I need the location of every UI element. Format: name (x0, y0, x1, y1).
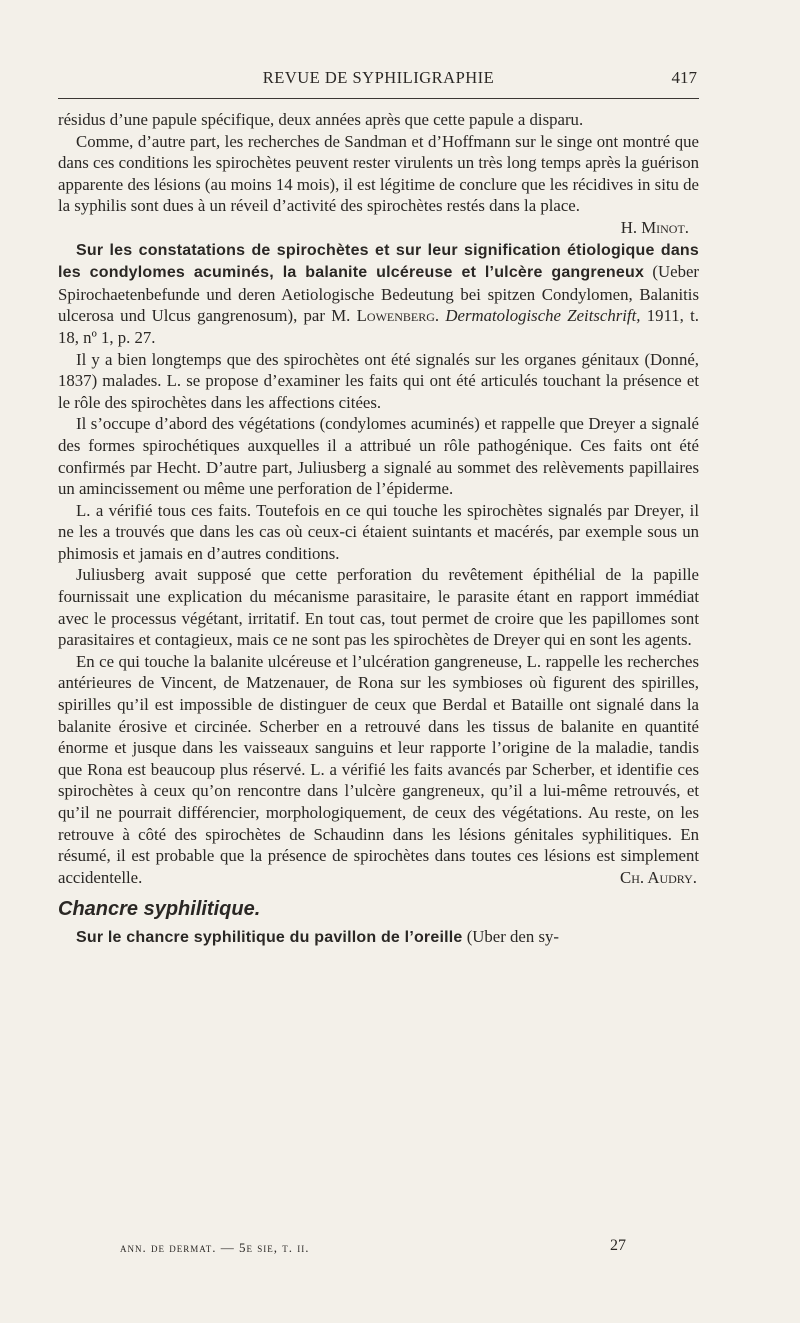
paragraph: Juliusberg avait supposé que cette perforation du revêtement épithélial de la papille fournissait une explication du mécanisme parasitaire, le parasite étant en rapport immédiat avec le processus végétant, irritatif. En tout cas, tout permet de croire que les papillomes sont parasitaires et contagieux, mais ce ne sont pas les spirochètes de Dreyer qui en sont les agents. (58, 565, 699, 650)
journal-title: REVUE DE SYPHILIGRAPHIE (262, 68, 495, 87)
signature-minot: H. Minot. (620, 217, 689, 237)
running-head (58, 60, 699, 98)
paragraph: L. a vérifié tous ces faits. Toutefois en ce qui touche les spirochètes signalés par Dreyer, il ne les a trouvés que dans les cas où ceux-ci étaient suintants et macérés, par exemple sous un phimosis et jamais en d’autres conditions. (58, 500, 699, 563)
article-title: Sur les constatations de spirochètes et sur leur signification étiologique dans les condylomes acuminés, la balanite ulcéreuse et l’ulcère gangreneux (58, 241, 699, 282)
paragraph: Comme, d’autre part, les recherches de Sandman et d’Hoffmann sur le singe ont montré que dans ces conditions les spirochètes peuvent rester virulents un très long temps après la guérison apparente des lésions (au moins 14 mois), il est légitime de conclure que les récidives in situ de la syphilis sont dues à un réveil d’activité des spirochètes restés dans la place. (58, 131, 699, 216)
paragraph: Il s’occupe d’abord des végétations (condylomes acuminés) et rappelle que Dreyer a signalé des formes spirochétiques auxquelles il a attribué un rôle pathogénique. Ces faits ont été confirmés par Hecht. D’autre part, Juliusberg a signalé au sommet des relèvements papillaires un amincissement ou même une perforation de l’épiderme. (58, 414, 699, 499)
signature-mark: ann. de dermat. — 5e sie, t. ii. (120, 1240, 310, 1255)
header-rule (58, 98, 699, 99)
abstract-heading (58, 926, 699, 949)
citation-text: (Ueber Spirochaetenbefunde und deren Aetiologische Bedeutung bei spitzen Condylomen, Balanitis ulcerosa und Ulcus gangrenosum), par M. (58, 262, 699, 326)
body-text (58, 109, 699, 949)
journal-name: Dermatologische Zeitschrift, (445, 306, 641, 326)
citation-text: . (434, 306, 446, 326)
citation-text: 1911, t. 18, nº 1, p. 27. (58, 306, 700, 347)
citation-text: (Uber den sy- (462, 927, 559, 947)
author-name: Lowenberg (356, 306, 435, 326)
section-heading: Chancre syphilitique. (58, 898, 261, 921)
abstract-heading (58, 239, 699, 349)
paragraph: Il y a bien longtemps que des spirochètes ont été signalés sur les organes génitaux (Donné, 1837) malades. L. se propose d’examiner les faits qui ont été articulés touchant la présence et le rôle des spirochètes dans les affections citées. (58, 349, 699, 412)
paragraph: résidus d’une papule spécifique, deux années après que cette papule a disparu. (58, 110, 584, 129)
paragraph-text: En ce qui touche la balanite ulcéreuse et l’ulcération gangreneuse, L. rappelle les recherches antérieures de Vincent, de Matzenauer, de Rona sur les symbioses où figurent des spirilles, spirilles qu’il est impossible de distinguer de ceux que Berdal et Bataille ont signalé dans la balanite érosive et circinée. Scherber en a retrouvé dans les tissus de balanite en quantité énorme et jusque dans les vaisseaux sanguins et leur rapporte l’origine de la maladie, tandis que Rona est beaucoup plus réservé. L. a vérifié les faits avancés par Scherber, et identifie ces spirochètes à ceux qu’on rencontre dans l’ulcère gangreneux, qu’il a lui-même retrouvés, et qu’il ne pourrait différencier, morphologiquement, de ceux des végétations. Au reste, on les retrouve à côté des spirochètes de Schaudinn dans les lésions génitales syphilitiques. En résumé, il est probable que la présence de spirochètes dans toutes ces lésions est simplement accidentelle. (58, 651, 699, 887)
article-title: Sur le chancre syphilitique du pavillon de l’oreille (76, 929, 463, 947)
paragraph (58, 651, 699, 889)
signature-audry: Ch. Audry. (620, 867, 697, 887)
page-number: 417 (671, 68, 697, 87)
sheet-number: 27 (610, 1237, 626, 1254)
document-page (58, 60, 699, 949)
